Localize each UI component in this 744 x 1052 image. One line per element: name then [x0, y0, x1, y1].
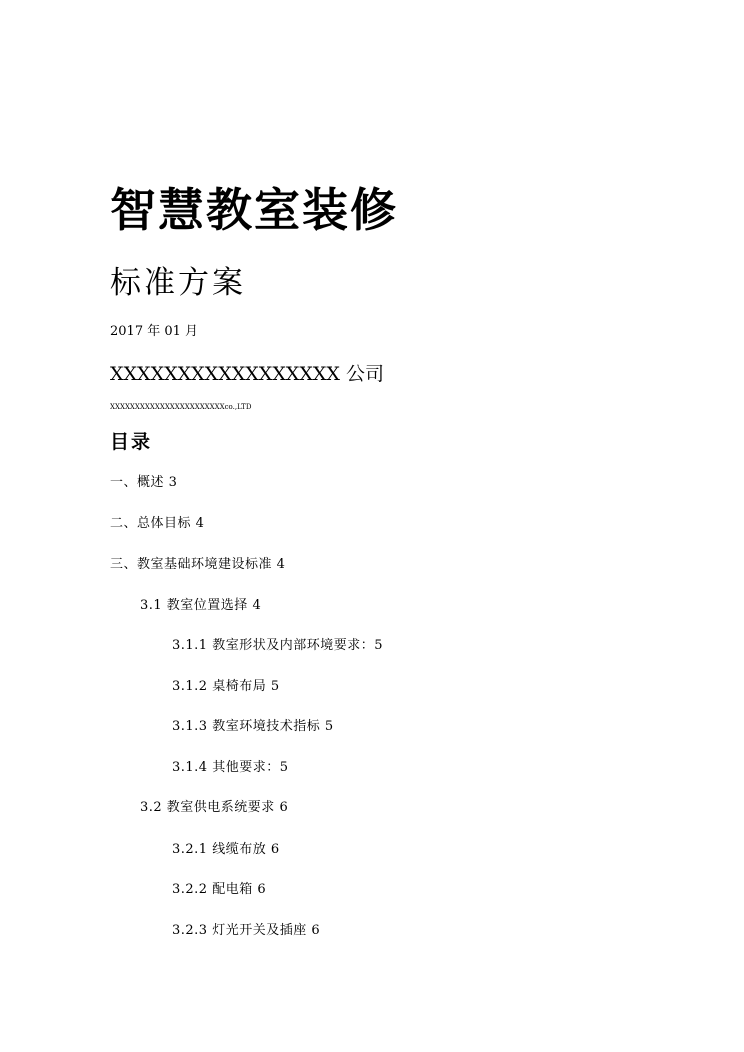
toc-item: 3.1.2 桌椅布局 5: [172, 679, 280, 694]
toc-item: 3.1 教室位置选择 4: [140, 598, 262, 613]
document-title: 智慧教室装修: [110, 183, 398, 237]
document-subtitle: 标准方案: [110, 265, 246, 301]
toc-item: 三、教室基础环境建设标准 4: [110, 557, 286, 572]
document-date: 2017 年 01 月: [110, 324, 199, 339]
toc-item: 二、总体目标 4: [110, 516, 205, 531]
toc-item: 3.1.3 教室环境技术指标 5: [172, 719, 334, 734]
toc-item: 3.2.2 配电箱 6: [172, 882, 267, 897]
toc-item: 3.2.1 线缆布放 6: [172, 842, 280, 857]
toc-title: 目录: [110, 431, 153, 453]
toc-item: 一、概述 3: [110, 475, 178, 490]
toc-item: 3.1.4 其他要求：5: [172, 760, 289, 775]
company-name-english: XXXXXXXXXXXXXXXXXXXXXXXco.,LTD: [110, 403, 252, 411]
toc-item: 3.1.1 教室形状及内部环境要求：5: [172, 638, 383, 653]
toc-item: 3.2.3 灯光开关及插座 6: [172, 923, 321, 938]
toc-item: 3.2 教室供电系统要求 6: [140, 800, 289, 815]
company-name: XXXXXXXXXXXXXXXXX 公司: [110, 363, 384, 385]
